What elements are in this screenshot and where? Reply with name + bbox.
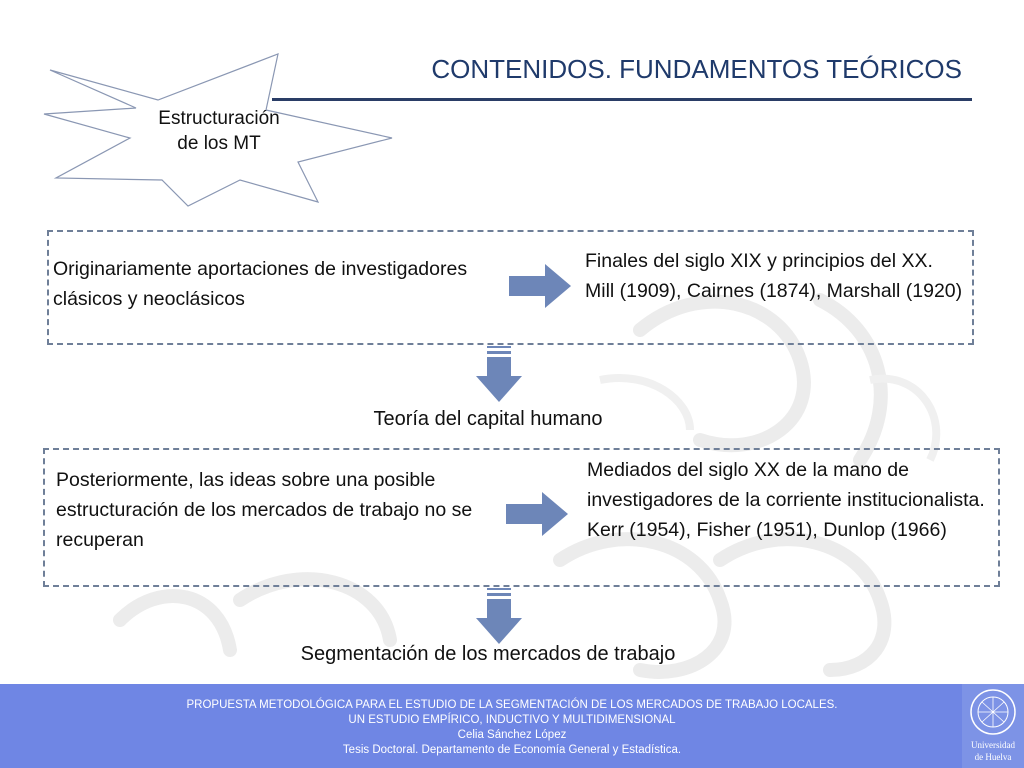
university-logo	[962, 684, 1024, 768]
classical-authors-text: Finales del siglo XIX y principios del XX. Mill (1909), Cairnes (1874), Marshall (1920)	[585, 250, 963, 302]
footer-text	[0, 698, 1024, 758]
logo-text-line1: Universidad	[971, 740, 1015, 750]
human-capital-theory-label: Teoría del capital humano	[373, 408, 603, 430]
down-arrow-icon	[476, 346, 522, 402]
right-arrow-icon	[506, 492, 568, 536]
classical-origin-text: Originariamente aportaciones de investigadores clásicos y neoclásicos	[53, 258, 468, 310]
slide-title: CONTENIDOS. FUNDAMENTOS TEÓRICOS	[431, 54, 962, 84]
logo-text-line2: de Huelva	[974, 752, 1012, 762]
starburst-label	[130, 106, 308, 156]
footer-line-title: PROPUESTA METODOLÓGICA PARA EL ESTUDIO DE LA SEGMENTACIÓN DE LOS MERCADOS DE TRABAJO LOCALES.	[186, 699, 838, 711]
starburst-label-line2: de los MT	[177, 133, 261, 154]
footer-line-subtitle: UN ESTUDIO EMPÍRICO, INDUCTIVO Y MULTIDIMENSIONAL	[348, 714, 676, 726]
labor-market-segmentation-label: Segmentación de los mercados de trabajo	[300, 643, 676, 665]
footer-line-author: Celia Sánchez López	[457, 729, 567, 741]
footer-line-department: Tesis Doctoral. Departamento de Economía General y Estadística.	[342, 744, 682, 756]
right-arrow-icon	[509, 264, 571, 308]
later-ideas-text: Posteriormente, las ideas sobre una posible estructuración de los mercados de trabajo no se recuperan	[56, 469, 473, 551]
down-arrow-icon	[476, 588, 522, 644]
footer-bar	[0, 684, 1024, 768]
institutional-authors-text: Mediados del siglo XX de la mano de investigadores de la corriente institucionalista. Kerr (1954), Fisher (1951), Dunlop (1966)	[587, 459, 985, 541]
starburst-label-line1: Estructuración	[158, 108, 280, 129]
